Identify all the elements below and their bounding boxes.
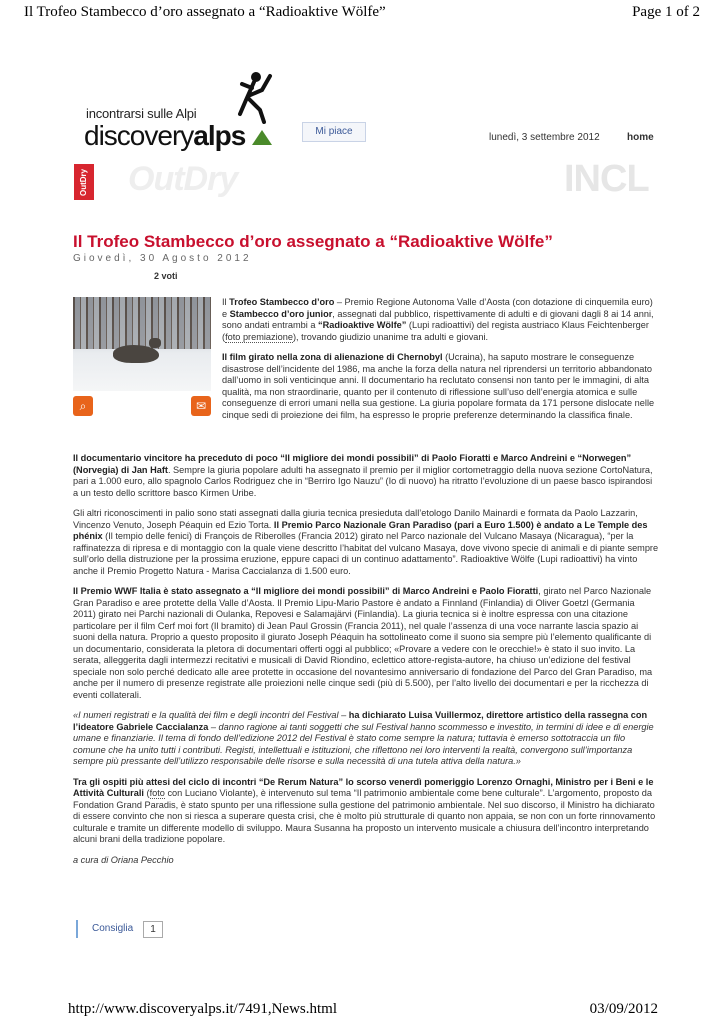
photo-wolf: [113, 345, 159, 363]
article-intro: [222, 297, 658, 430]
facebook-like-button[interactable]: Mi piace: [302, 122, 366, 142]
paragraph-7: Tra gli ospiti più attesi del ciclo di incontri “De Rerum Natura” lo scorso venerdì pomeriggio Lorenzo Ornaghi, Ministro per i Beni e le Attività Culturali (foto con Luciano Violante), è intervenuto sul tema “Il patrimonio ambientale come bene culturale”. L’argomento, proposto da Fondation Grand Paradis, è stato spunto per una riflessione sulla gestione del patrimonio ambientale. Nel suo discorso, il Ministro ha dichiarato di essere convinto che non si riesca a superare questa crisi, che è molto più strutturale di quanto non appaia, se non con un forte rinnovamento culturale e tramite un differente modello di sviluppo. Maura Susanna ha proposto un intervento musicale a chiusura dell’incontro interpretando alcuni brani della tradizione popolare.: [73, 776, 656, 844]
article-date: Giovedì, 30 Agosto 2012: [73, 253, 252, 264]
article-title: Il Trofeo Stambecco d’oro assegnato a “Radioaktive Wölfe”: [73, 232, 553, 251]
print-page-number: Page 1 of 2: [632, 4, 700, 20]
logo-brand-bold: alps: [193, 120, 246, 151]
home-link[interactable]: home: [627, 132, 654, 143]
outdry-badge[interactable]: OutDry: [74, 164, 94, 200]
paragraph-5: Il Premio WWF Italia è stato assegnato a “Il migliore dei mondi possibili” di Marco Andreini e Paolo Fioratti, girato nel Parco Nazionale Gran Paradiso e aree protette della Valle d’Aosta. Il Premio Lipu-Mario Pastore è andato a Finnland (Finlandia) di Oliver Goetzl (Germania 2011) girato nei Parchi nazionali di Oulanka, Repovesi e Salamajärvi (Finlandia). La giuria tecnica si è inoltre espressa con una citazione particolare per il film Cerf moi fort (Il bramito) di Jean Paul Grossin (Francia 2011), nel quale l’assenza di una voce narrante lascia spazio ai suoni della natura. Proprio a questo proposito il giurato Joseph Péaquin ha sottolineato come il suono sia sempre più l’elemento qualificante di un documentario, considerata la pletora di documentari offerti oggi al pubblico; «Provare a vedere con le orecchie!» è stato il suo invito. La serata, alleggerita dagli intermezzi recitativi e musicali di David Riondino, eclettico attore-regista-autore, ha chiuso un’edizione del festival speciale non solo perché dedicato alle aree protette in occasione del novantesimo anniversario di fondazione del Parco del Gran Paradiso, ma anche per il numero di presenze registrate alle proiezioni nelle cinque sedi (più di 5.500), per l’alto livello dei documentari e per la ricchezza di eventi collaterali.: [73, 586, 653, 700]
print-date: 03/09/2012: [589, 1001, 658, 1017]
article-author: a cura di Oriana Pecchio: [73, 854, 174, 865]
article-photo[interactable]: [73, 297, 211, 391]
zoom-icon[interactable]: ⌕: [73, 396, 93, 416]
paragraph-1: Il Trofeo Stambecco d’oro – Premio Regione Autonoma Valle d’Aosta (con dotazione di cinquemila euro) e Stambecco d’oro junior, assegnati dal pubblico, rispettivamente di adulti e di giovani dagli 8 ai 14 anni, sono andati entrambi a “Radioaktive Wölfe” (Lupi radioattivi) del regista austriaco Klaus Feichtenberger (foto premiazione), trovando giudizio unanime tra adulti e giovani.: [222, 297, 654, 342]
logo-brand: [84, 120, 245, 152]
logo-brand-regular: discovery: [84, 120, 194, 151]
photo-trees: [73, 297, 211, 349]
consiglia-count: 1: [143, 921, 163, 938]
current-date: lunedì, 3 settembre 2012: [489, 132, 600, 143]
logo-tagline: incontrarsi sulle Alpi: [86, 106, 197, 121]
foto-premiazione-link[interactable]: foto premiazione: [225, 331, 293, 342]
print-title: Il Trofeo Stambecco d’oro assegnato a “Radioaktive Wölfe”: [24, 4, 386, 20]
paragraph-3: Il documentario vincitore ha preceduto di poco “Il migliore dei mondi possibili” di Paolo Fioratti e Marco Andreini e “Norwegen” (Norvegia) di Jan Haft. Sempre la giuria popolare adulti ha assegnato il premio per il miglior cortometraggio della nuova sezione CortoNatura, pari a 1.000 euro, allo spagnolo Carlos Rodriguez che in “Berriro Igo Nauzu” (Io di nuovo) ha ritratto l’evoluzione di un paese basco ispirandosi a un testo dello scrittore basco Kirmen Uribe.: [73, 453, 653, 498]
logo-triangle-icon: [252, 130, 272, 145]
climber-icon: [234, 70, 274, 124]
site-logo[interactable]: [84, 70, 284, 150]
article-votes: 2 voti: [154, 271, 178, 281]
paragraph-4: Gli altri riconoscimenti in palio sono stati assegnati dalla giuria tecnica presieduta dall’etologo Danilo Mainardi e formata da Paolo Lazzarin, Vincenzo Venuto, Joseph Péaquin ed Ezio Torta. Il Premio Parco Nazionale Gran Paradiso (pari a Euro 1.500) è andato a Le Temple des phénix (Il tempio delle fenici) di François de Riberolles (Francia 2012) girato nel Parco nazionale del Vulcano Masaya (Nicaragua), “per la raffinatezza di ripresa e di montaggio con la quale viene descritto l’habitat del vulcano Masaya, dove vivono specie di animali e di piante sempre sull’orlo della distruzione per la prossima eruzione, eppure capaci di un continuo adattamento”. Radioaktive Wölfe (Lupi radioattivi) ha vinto anche il Premio Progetto Natura - Marisa Caccialanza di 1.500 euro.: [73, 508, 659, 576]
banner-outdry[interactable]: OutDry: [128, 160, 238, 198]
paragraph-2: Il film girato nella zona di alienazione di Chernobyl (Ucraina), ha saputo mostrare le conseguenze disastrose dell’incidente del 1986, ma anche la forza della natura nel riprendersi un territorio abbandonato dall’uomo in soli venticinque anni. Il documentario ha reclutato consensi non tanto per le immagini, di alta qualità, ma non straordinarie, quanto per il contenuto di riflessione sull’uso dell’energia atomica e sulle conseguenze di errori umani nella sua gestione. La giuria popolare formata da 171 persone dislocate nelle cinque sedi di proiezione dei film, ha espresso le proprie preferenze determinando la classifica finale.: [222, 352, 655, 420]
mail-icon[interactable]: ✉: [191, 396, 211, 416]
paragraph-6: «I numeri registrati e la qualità dei film e degli incontri del Festival – ha dichiarato Luisa Vuillermoz, direttore artistico della rassegna con l’ideatore Gabriele Caccialanza – danno ragione ai tanti soggetti che sul Festival hanno scommesso e investito, in termini di idee e di energie umane e finanziarie. Il tema di fondo dell’edizione 2012 del Festival è stato come sempre la natura; tuttavia è emerso sottotraccia un filo comune che ha unito tutti i contributi. Registi, intellettuali e istituzioni, che riflettono nei loro interventi la realtà, convergono sull’importanza sempre più pressante dell’utilizzo responsabile delle risorse e sulla necessità di una tutela attiva della natura.»: [73, 710, 654, 766]
banner-incl[interactable]: INCL: [564, 158, 649, 200]
article-body: [73, 453, 659, 875]
foto-link[interactable]: foto: [149, 788, 165, 798]
consiglia-button[interactable]: Consiglia: [76, 920, 133, 938]
print-url: http://www.discoveryalps.it/7491,News.html: [68, 1001, 338, 1017]
